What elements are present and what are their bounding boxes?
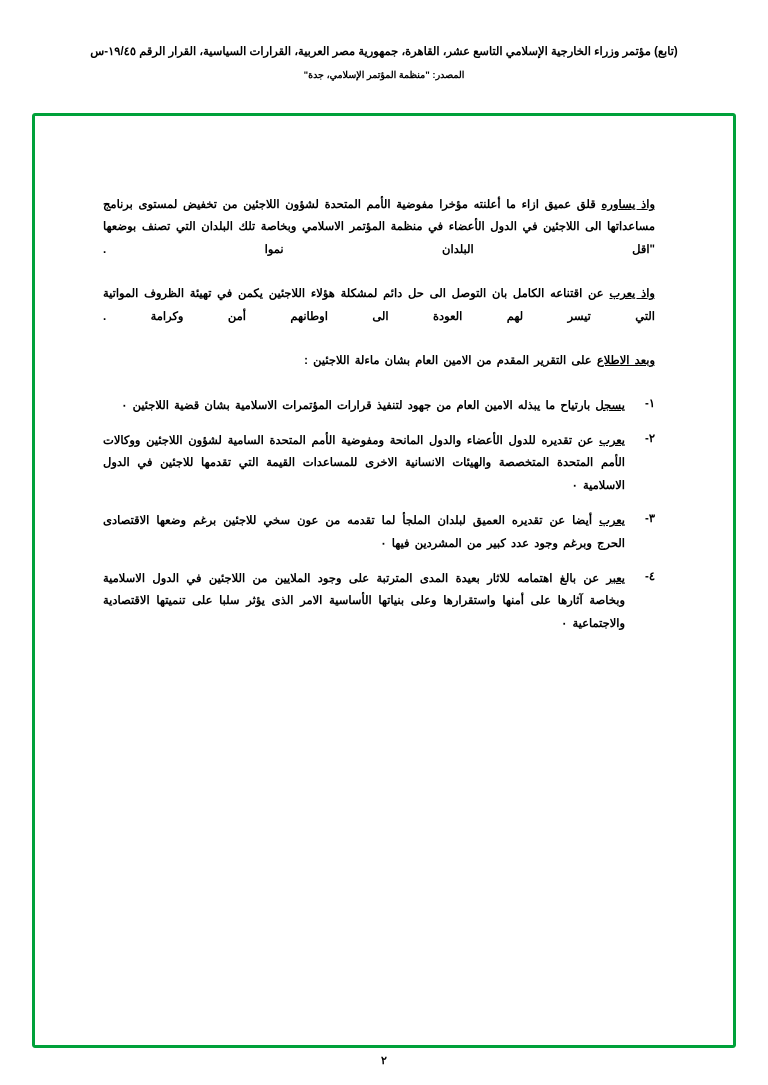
list-item-1-body: بارتياح ما يبذله الامين العام من جهود لتنفيذ قرارات المؤتمرات الاسلامية بشان قضية اللاجئين ٠ — [121, 399, 596, 412]
paragraph-2-lead: واذ يعرب — [609, 288, 655, 301]
paragraph-1-lead: واذ يساوره — [601, 199, 655, 211]
list-item-4-body: عن بالغ اهتمامه للاثار بعيدة المدى المترتبة على وجود الملايين من اللاجئين في الدول الاسلامية وبخاصة آثارها على أمنها واستقرارها وعلى بنياتها الأساسية الامر الذى يؤثر سلبا على تنميتها الاقتصادية والاجتماعية ٠ — [103, 573, 625, 630]
list-item — [103, 568, 655, 635]
list-item-3-lead: يعرب — [599, 515, 625, 528]
page-number: ٢ — [381, 1055, 387, 1067]
list-item-3-text — [103, 510, 625, 555]
list-item-2-text — [103, 430, 625, 497]
paragraph-3-lead: وبعد الاطلاع — [596, 355, 655, 368]
header-title: (تابع) مؤتمر وزراء الخارجية الإسلامي التاسع عشر، القاهرة، جمهورية مصر العربية، القرارات السياسية، القرار الرقم ١٩/٤٥-س — [90, 46, 678, 58]
list-item-2-lead: يعرب — [599, 434, 625, 447]
list-item-2-body: عن تقديره للدول الأعضاء والدول المانحة ومفوضية الأمم المتحدة السامية لشؤون اللاجئين ووكالات الأمم المتحدة المتخصصة والهيئات الانسانية الاخرى للمساعدات القيمة التي تقدمها للاجئين في الدول الاسلامية ٠ — [103, 434, 625, 492]
paragraph-2 — [103, 283, 655, 328]
list-item-4-number: ٤- — [644, 571, 655, 584]
list-item-4-text — [103, 568, 625, 635]
list-item-1-text — [103, 395, 625, 417]
list-item — [103, 430, 655, 497]
content-frame — [32, 113, 736, 1048]
numbered-list — [103, 395, 655, 636]
list-item-3-body: أيضا عن تقديره العميق لبلدان الملجأ لما تقدمه من عون سخي للاجئين برغم وضعها الاقتصادى الحرج وبرغم وجود عدد كبير من المشردين فيها ٠ — [103, 515, 625, 550]
list-item-1-number: ١- — [644, 397, 655, 410]
list-item-2-number: ٢- — [644, 432, 655, 445]
page-header — [0, 0, 768, 81]
paragraph-2-text: عن اقتناعه الكامل بان التوصل الى حل دائم لمشكلة هؤلاء اللاجئين يكمن في تهيئة الظروف المواتية التي تيسر لهم العودة الى اوطانهم أمن وكرامة . — [103, 288, 655, 323]
list-item — [103, 510, 655, 555]
list-item — [103, 395, 655, 417]
list-item-4-lead: يعبر — [606, 573, 625, 586]
paragraph-1 — [103, 194, 655, 261]
document-body — [103, 194, 655, 648]
paragraph-3-text: على التقرير المقدم من الامين العام بشان ماءلة اللاجئين : — [304, 355, 597, 368]
list-item-3-number: ٣- — [644, 513, 655, 526]
header-source: المصدر: "منظمة المؤتمر الإسلامي، جدة" — [303, 70, 465, 82]
list-item-1-lead: يسجل — [595, 399, 625, 412]
paragraph-1-text: قلق عميق ازاء ما أعلنته مؤخرا مفوضية الأمم المتحدة لشؤون اللاجئين من تخفيض لمستوى برنامج مساعداتها الى اللاجئين في الدول الأعضاء في منظمة المؤتمر الاسلامي وبخاصة تلك البلدان التي تصنف بوضعها "اقل البلدان نموا . — [103, 199, 655, 256]
paragraph-3 — [103, 350, 655, 372]
